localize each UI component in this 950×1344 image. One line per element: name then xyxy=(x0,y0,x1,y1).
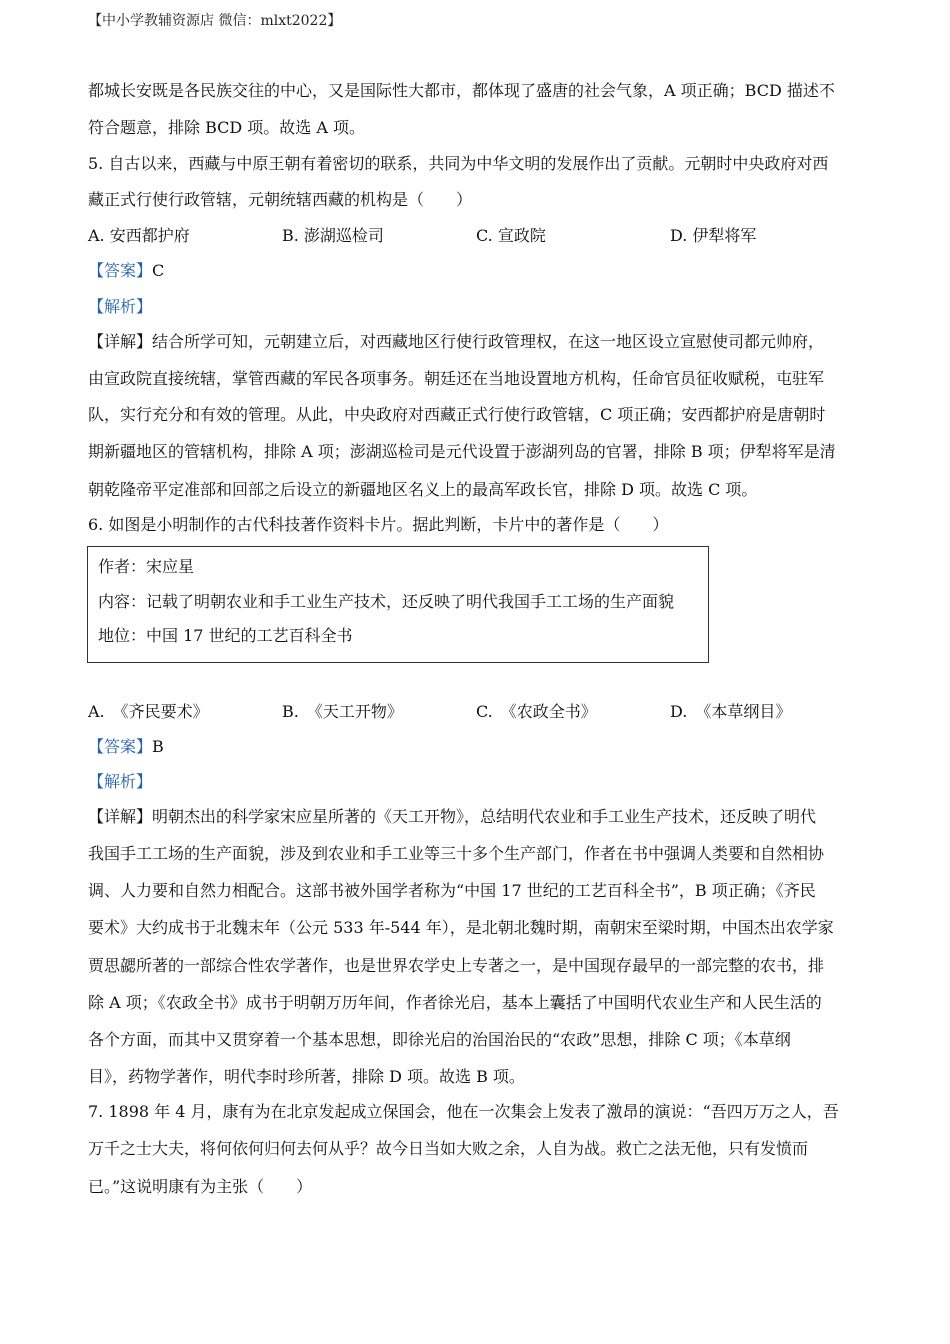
q5-option-c: C. 宣政院 xyxy=(476,226,546,245)
q5-option-d: D. 伊犁将军 xyxy=(670,226,757,245)
question-5-stem: 5. 自古以来，西藏与中原王朝有着密切的联系，共同为中华文明的发展作出了贡献。元朝时中央政府对西 xyxy=(88,154,829,173)
detail-text: 明朝杰出的科学家宋应星所著的《天工开物》，总结明代农业和手工业生产技术，还反映了明代 xyxy=(152,807,817,826)
text-line: 调、人力要和自然力相配合。这部书被外国学者称为“中国 17 世纪的工艺百科全书”，B 项正确；《齐民 xyxy=(88,881,816,900)
text-line: 我国手工工场的生产面貌，涉及到农业和手工业等三十多个生产部门，作者在书中强调人类要和自然相协 xyxy=(88,844,825,863)
text-line: 朝乾隆帝平定准部和回部之后设立的新疆地区名义上的最高军政长官，排除 D 项。故选 C 项。 xyxy=(88,480,758,499)
q6-analysis-tag: 【解析】 xyxy=(88,772,153,791)
answer-tag: 【答案】 xyxy=(88,737,153,756)
question-7-stem: 7. 1898 年 4 月，康有为在北京发起成立保国会，他在一次集会上发表了激昂的演说：“吾四万万之人，吾 xyxy=(88,1102,839,1121)
q5-option-b: B. 澎湖巡检司 xyxy=(282,226,384,245)
card-status: 地位：中国 17 世纪的工艺百科全书 xyxy=(98,626,353,645)
q5-analysis-tag: 【解析】 xyxy=(88,297,153,316)
q6-answer xyxy=(88,736,164,758)
text-line: 各个方面，而其中又贯穿着一个基本思想，即徐光启的治国治民的“农政”思想，排除 C 项；《本草纲 xyxy=(88,1030,791,1049)
q5-option-a: A. 安西都护府 xyxy=(88,226,190,245)
detail-tag: 【详解】 xyxy=(88,332,153,351)
answer-tag: 【答案】 xyxy=(88,261,153,280)
q5-detail xyxy=(88,331,824,353)
page-header: 【中小学教辅资源店 微信：mlxt2022】 xyxy=(88,13,342,29)
question-7-stem: 已。”这说明康有为主张（ ） xyxy=(88,1177,313,1196)
text-line: 期新疆地区的管辖机构，排除 A 项；澎湖巡检司是元代设置于澎湖列岛的官署，排除 B 项；伊犁将军是清 xyxy=(88,442,836,461)
q6-option-d: D. 《本草纲目》 xyxy=(670,702,792,721)
q6-detail xyxy=(88,806,816,828)
q5-answer xyxy=(88,260,164,282)
text-line: 都城长安既是各民族交往的中心，又是国际性大都市，都体现了盛唐的社会气象，A 项正确；BCD 描述不 xyxy=(88,81,835,100)
detail-tag: 【详解】 xyxy=(88,807,153,826)
card-content: 内容：记载了明朝农业和手工业生产技术，还反映了明代我国手工工场的生产面貌 xyxy=(98,592,675,611)
text-line: 队，实行充分和有效的管理。从此，中央政府对西藏正式行使行政管辖，C 项正确；安西都护府是唐朝时 xyxy=(88,405,826,424)
text-line: 要术》大约成书于北魏末年（公元 533 年-544 年），是北朝北魏时期，南朝宋至梁时期，中国杰出农学家 xyxy=(88,918,834,937)
info-card xyxy=(87,546,709,663)
q6-option-b: B. 《天工开物》 xyxy=(282,702,403,721)
detail-text: 结合所学可知，元朝建立后，对西藏地区行使行政管理权，在这一地区设立宣慰使司都元帅府， xyxy=(152,332,825,351)
text-line: 贾思勰所著的一部综合性农学著作，也是世界农学史上专著之一，是中国现存最早的一部完整的农书，排 xyxy=(88,956,825,975)
text-line: 符合题意，排除 BCD 项。故选 A 项。 xyxy=(88,118,366,137)
text-line: 由宣政院直接统辖，掌管西藏的军民各项事务。朝廷还在当地设置地方机构，任命官员征收赋税，屯驻军 xyxy=(88,369,825,388)
question-5-stem: 藏正式行使行政管辖，元朝统辖西藏的机构是（ ） xyxy=(88,190,473,209)
answer-value: B xyxy=(152,737,164,756)
question-7-stem: 万千之士大夫，将何依何归何去何从乎？故今日当如大败之余，人自为战。救亡之法无他，只有发愤而 xyxy=(88,1139,809,1158)
card-author: 作者：宋应星 xyxy=(98,557,195,576)
text-line: 除 A 项；《农政全书》成书于明朝万历年间，作者徐光启，基本上囊括了中国明代农业生产和人民生活的 xyxy=(88,993,822,1012)
q6-option-c: C. 《农政全书》 xyxy=(476,702,597,721)
answer-value: C xyxy=(152,261,165,280)
text-line: 目》，药物学著作，明代李时珍所著，排除 D 项。故选 B 项。 xyxy=(88,1067,525,1086)
q6-option-a: A. 《齐民要术》 xyxy=(88,702,209,721)
question-6-stem: 6. 如图是小明制作的古代科技著作资料卡片。据此判断，卡片中的著作是（ ） xyxy=(88,515,669,534)
